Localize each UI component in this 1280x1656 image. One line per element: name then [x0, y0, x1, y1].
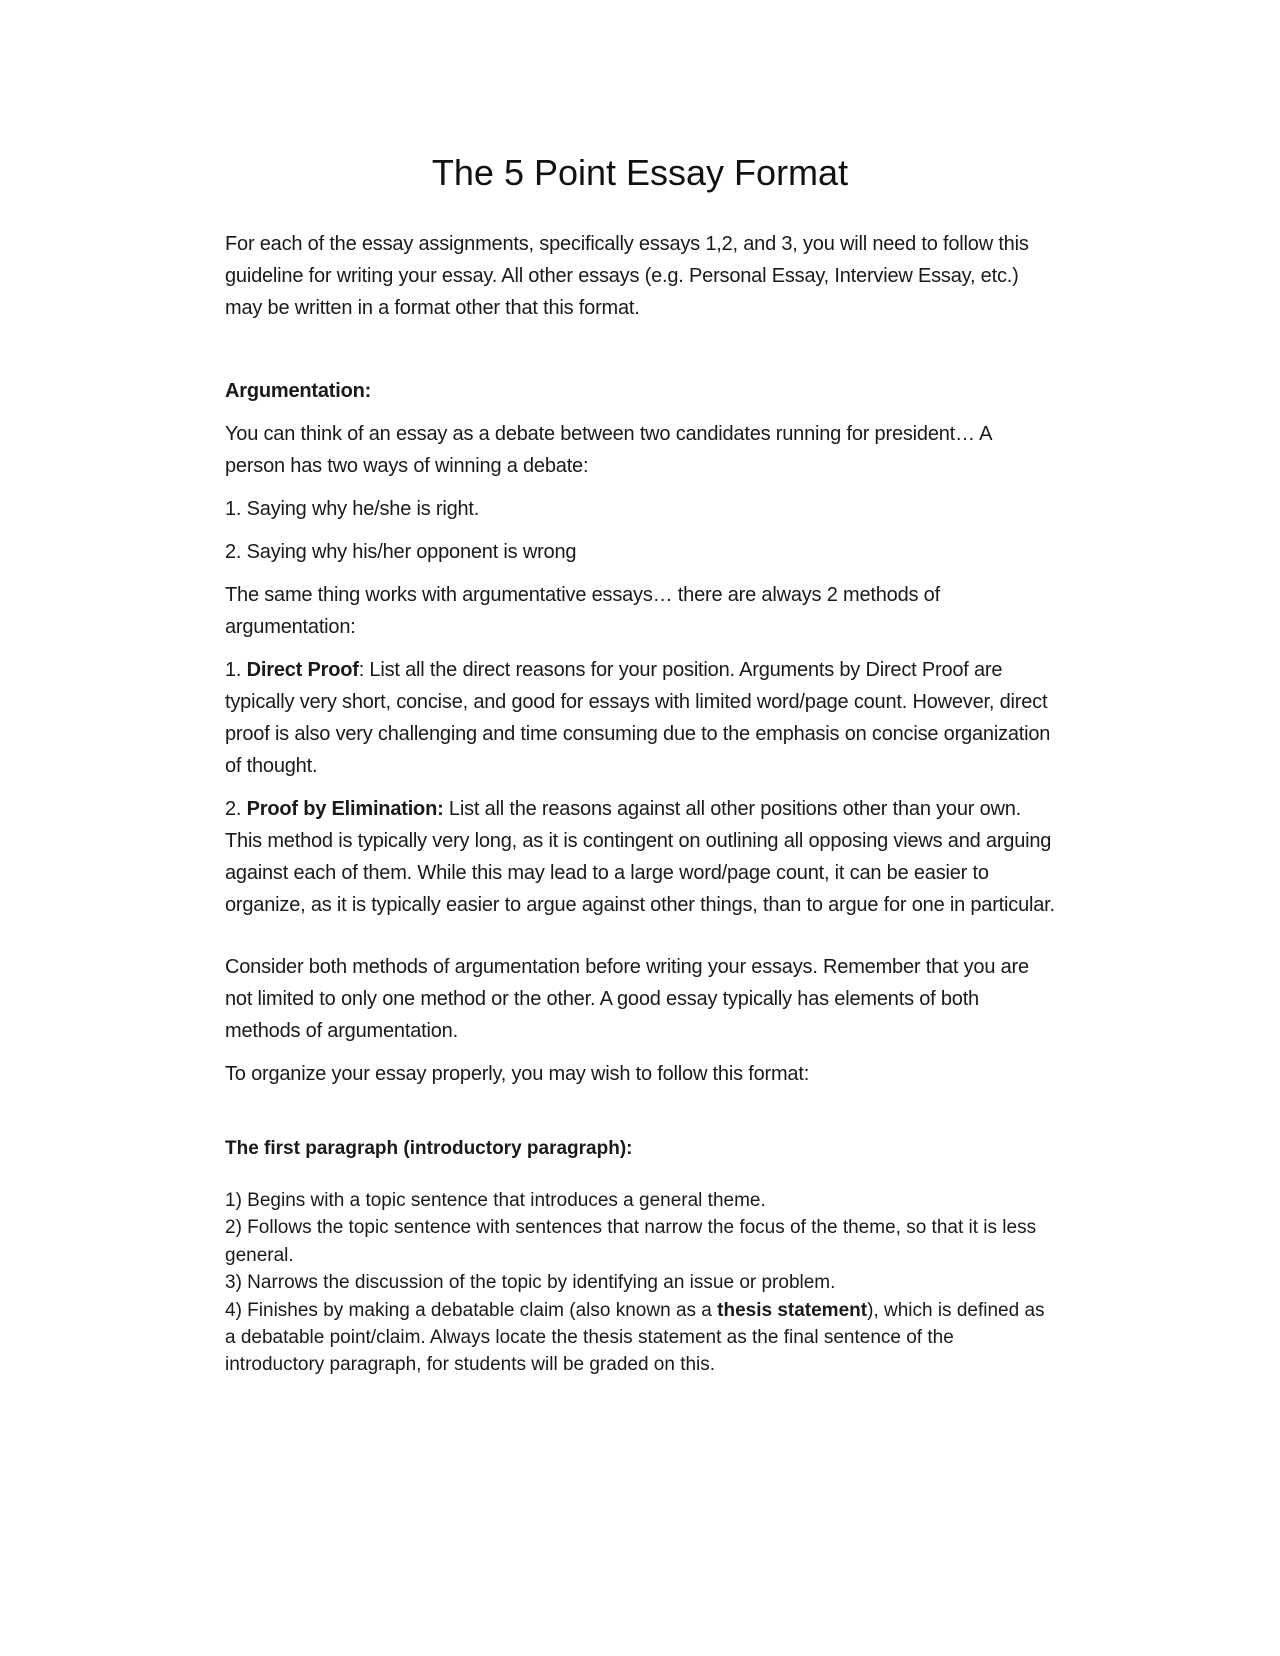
- consider-paragraph: Consider both methods of argumentation before writing your essays. Remember that you are not limited to only one method or the other. A good essay typically has elements of both methods of argumentation.: [225, 956, 1029, 1042]
- item-text: 4) Finishes by making a debatable claim (also known as a: [225, 1299, 718, 1321]
- first-paragraph-list: [225, 1187, 1055, 1379]
- methods-intro-paragraph: The same thing works with argumentative essays… there are always 2 methods of argumentation:: [225, 584, 940, 638]
- method-description: List all the reasons against all other positions other than your own. This method is typically very long, as it is contingent on outlining all opposing views and arguing against each of them. While this may lead to a large word/page count, it can be easier to organize, as it is typically easier to argue against other things, than to argue for one in particular.: [225, 798, 1055, 916]
- intro-paragraph: For each of the essay assignments, specifically essays 1,2, and 3, you will need to follow this guideline for writing your essay. All other essays (e.g. Personal Essay, Interview Essay, etc.) may be written in a format other that this format.: [225, 233, 1029, 319]
- way-item-1: 1. Saying why he/she is right.: [225, 498, 480, 520]
- method-proof-by-elimination: [225, 793, 1055, 921]
- way-item-2: 2. Saying why his/her opponent is wrong: [225, 541, 577, 563]
- debate-paragraph: You can think of an essay as a debate between two candidates running for president… A person has two ways of winning a debate:: [225, 423, 992, 477]
- first-paragraph-heading: The first paragraph (introductory paragraph):: [225, 1138, 633, 1159]
- item-text: ), which is defined as a debatable point/claim. Always locate the thesis statement as the final sentence of the introductory paragraph, for students will be graded on this.: [225, 1299, 1045, 1376]
- list-item: 1) Begins with a topic sentence that introduces a general theme.: [225, 1190, 766, 1211]
- list-item: 2) Follows the topic sentence with sentences that narrow the focus of the theme, so that it is less general.: [225, 1217, 1037, 1266]
- document-title: The 5 Point Essay Format: [431, 152, 849, 193]
- thesis-statement-term: thesis statement: [717, 1299, 868, 1321]
- method-direct-proof: [225, 654, 1055, 782]
- argumentation-heading: Argumentation:: [225, 380, 372, 402]
- list-item: 3) Narrows the discussion of the topic by identifying an issue or problem.: [225, 1272, 836, 1294]
- method-description: : List all the direct reasons for your position. Arguments by Direct Proof are typically very short, concise, and good for essays with limited word/page count. However, direct proof is also very challenging and time consuming due to the emphasis on concise organization of thought.: [225, 659, 1051, 777]
- method-term: Proof by Elimination:: [246, 798, 444, 820]
- method-term: Direct Proof: [246, 659, 359, 681]
- method-number: 2.: [225, 798, 247, 820]
- method-number: 1.: [225, 659, 247, 681]
- list-item: [225, 1297, 1055, 1379]
- organize-paragraph: To organize your essay properly, you may wish to follow this format:: [225, 1063, 810, 1085]
- document-body: [225, 148, 1055, 1379]
